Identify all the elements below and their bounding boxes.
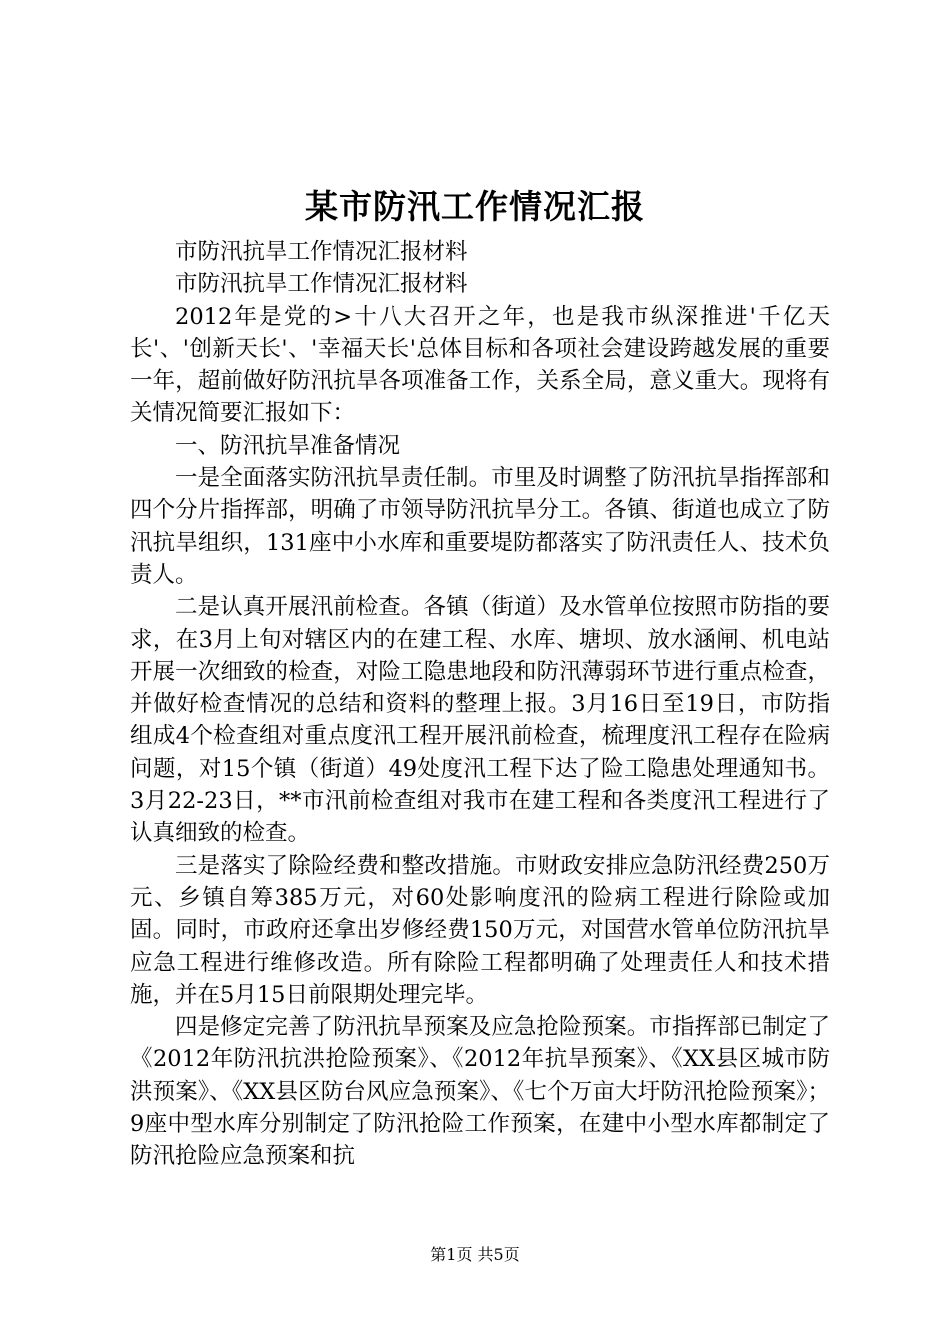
paragraph-funding: 三是落实了除险经费和整改措施。市财政安排应急防汛经费250万元、乡镇自筹385万元，对60处影响度汛的险病工程进行除险或加固。同时，市政府还拿出岁修经费150万元，对国营水管单位防汛抗旱应急工程进行维修改造。所有除险工程都明确了处理责任人和技术措施，并在5月15日前限期处理完毕。 (130, 852, 830, 1008)
section-heading-1: 一、防汛抗旱准备情况 (175, 432, 401, 459)
paragraph-responsibility: 一是全面落实防汛抗旱责任制。市里及时调整了防汛抗旱指挥部和四个分片指挥部，明确了市领导防汛抗旱分工。各镇、街道也成立了防汛抗旱组织，131座中小水库和重要堤防都落实了防汛责任人、技术负责人。 (130, 465, 830, 588)
document-body (130, 236, 830, 1173)
intro-paragraph: 2012年是党的>十八大召开之年，也是我市纵深推进'千亿天长'、'创新天长'、'幸福天长'总体目标和各项社会建设跨越发展的重要一年，超前做好防汛抗旱各项准备工作，关系全局，意义重大。现将有关情况简要汇报如下： (130, 303, 830, 427)
paragraph-plans: 四是修定完善了防汛抗旱预案及应急抢险预案。市指挥部已制定了《2012年防汛抗洪抢险预案》、《2012年抗旱预案》、《XX县区城市防洪预案》、《XX县区防台风应急预案》、《七个万亩大圩防汛抢险预案》；9座中型水库分别制定了防汛抢险工作预案，在建中小型水库都制定了防汛抢险应急预案和抗 (130, 1014, 830, 1170)
subtitle-line-1: 市防汛抗旱工作情况汇报材料 (175, 239, 468, 265)
page-footer: 第1页 共5页 (430, 1245, 520, 1264)
paragraph-inspection: 二是认真开展汛前检查。各镇（街道）及水管单位按照市防指的要求，在3月上旬对辖区内的在建工程、水库、塘坝、放水涵闸、机电站开展一次细致的检查，对险工隐患地段和防汛薄弱环节进行重点检查，并做好检查情况的总结和资料的整理上报。3月16日至19日，市防指组成4个检查组对重点度汛工程开展汛前检查，梳理度汛工程存在险病问题，对15个镇（街道）49处度汛工程下达了险工隐患处理通知书。3月22-23日，**市汛前检查组对我市在建工程和各类度汛工程进行了认真细致的检查。 (130, 594, 830, 847)
document-title: 某市防汛工作情况汇报 (305, 187, 645, 226)
subtitle-line-2: 市防汛抗旱工作情况汇报材料 (175, 271, 468, 298)
